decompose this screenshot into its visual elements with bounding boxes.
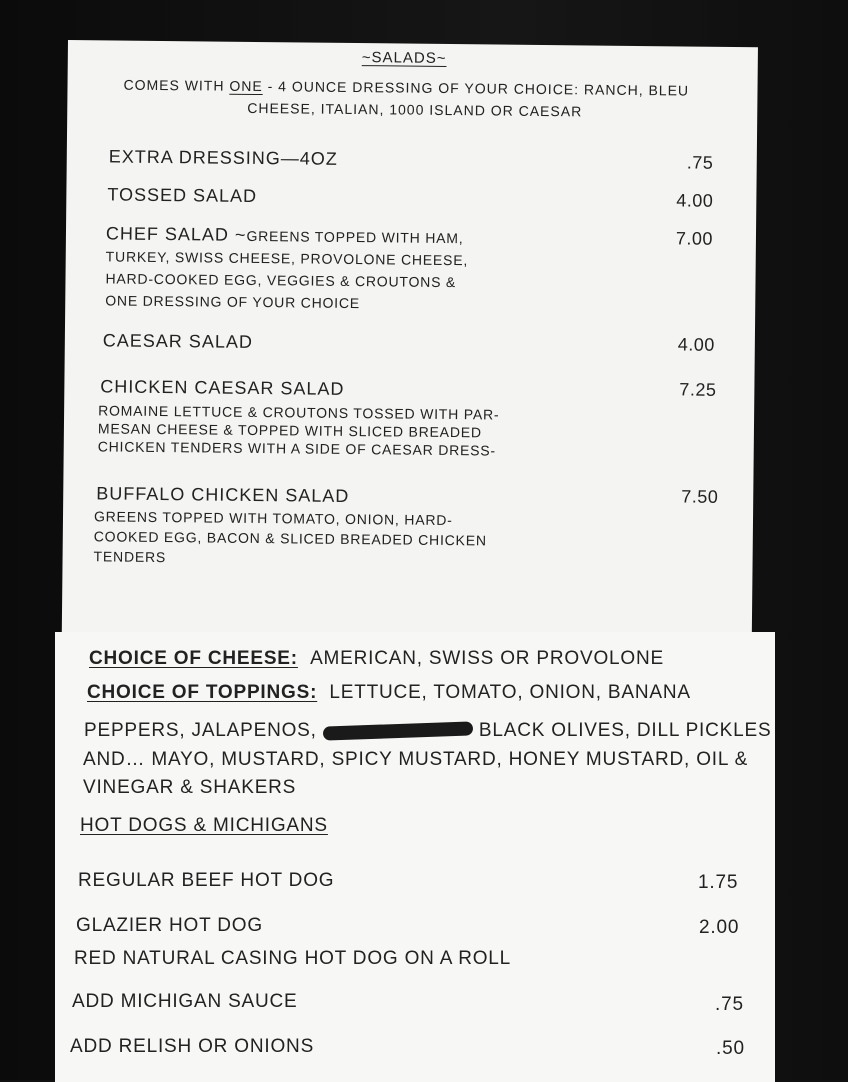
menu-item-desc: COOKED EGG, BACON & SLICED BREADED CHICKEN [93,528,487,549]
menu-item-desc: RED NATURAL CASING HOT DOG ON A ROLL [74,948,512,969]
menu-item-desc: GREENS TOPPED WITH TOMATO, ONION, HARD- [93,508,453,529]
menu-item-name: CHICKEN CAESAR SALAD [100,376,345,399]
cheese-label: CHOICE OF CHEESE: [89,648,298,669]
toppings-label: CHOICE OF TOPPINGS: [87,682,318,703]
menu-item-desc: ROMAINE LETTUCE & CROUTONS TOSSED WITH PAR- [98,402,500,423]
menu-item-desc: CHICKEN TENDERS WITH A SIDE OF CAESAR DRESS- [97,438,497,459]
cheese-line: CHOICE OF CHEESE: AMERICAN, SWISS OR PROVOLONE [89,648,664,669]
menu-item-name: BUFFALO CHICKEN SALAD [96,483,350,506]
menu-item-name: EXTRA DRESSING—4OZ [108,146,338,169]
menu-item-name: CAESAR SALAD [102,330,254,352]
toppings-line2: PEPPERS, JALAPENOS, BLACK OLIVES, DILL PICKLES [84,720,772,741]
toppings-line3: AND… MAYO, MUSTARD, SPICY MUSTARD, HONEY MUSTARD, OIL & [83,749,749,770]
salads-title: ~SALADS~ [361,49,447,67]
hotdogs-menu-sheet [55,632,775,1082]
menu-item-price: 7.25 [679,379,717,400]
menu-item-desc: TENDERS [93,548,167,566]
menu-item-desc: ONE DRESSING OF YOUR CHOICE [105,292,361,312]
menu-item-price: 4.00 [677,334,715,355]
menu-item-price: .75 [715,994,744,1015]
menu-item-name: ADD MICHIGAN SAUCE [72,991,298,1012]
menu-item-name: CHEF SALAD ~GREENS TOPPED WITH HAM, [105,223,464,247]
menu-item-name: TOSSED SALAD [107,184,258,206]
menu-item-price: 7.50 [681,486,719,507]
menu-item-price: 7.00 [675,228,714,249]
salads-menu-sheet [62,40,758,667]
menu-item-desc: MESAN CHEESE & TOPPED WITH SLICED BREADED [97,420,482,441]
salads-intro-line2: CHEESE, ITALIAN, 1000 ISLAND OR CAESAR [247,99,583,120]
menu-item-desc: TURKEY, SWISS CHEESE, PROVOLONE CHEESE, [105,248,469,269]
menu-item-price: .50 [716,1038,745,1059]
menu-item-price: 2.00 [699,917,740,938]
menu-item-name: REGULAR BEEF HOT DOG [78,870,335,891]
menu-item-name: GLAZIER HOT DOG [76,915,263,936]
crossed-out-text [323,721,473,740]
menu-item-name: ADD RELISH OR ONIONS [70,1036,315,1057]
menu-item-price: 4.00 [676,190,714,211]
menu-item-desc: HARD-COOKED EGG, VEGGIES & CROUTONS & [105,270,457,291]
menu-item-price: .75 [686,152,714,173]
toppings-line4: VINEGAR & SHAKERS [83,777,297,798]
menu-item-price: 1.75 [698,872,739,893]
salads-intro-line1: COMES WITH ONE - 4 OUNCE DRESSING OF YOUR CHOICE: RANCH, BLEU [123,76,690,99]
hotdogs-title: HOT DOGS & MICHIGANS [80,815,328,836]
toppings-line1: CHOICE OF TOPPINGS: LETTUCE, TOMATO, ONION, BANANA [87,682,691,703]
